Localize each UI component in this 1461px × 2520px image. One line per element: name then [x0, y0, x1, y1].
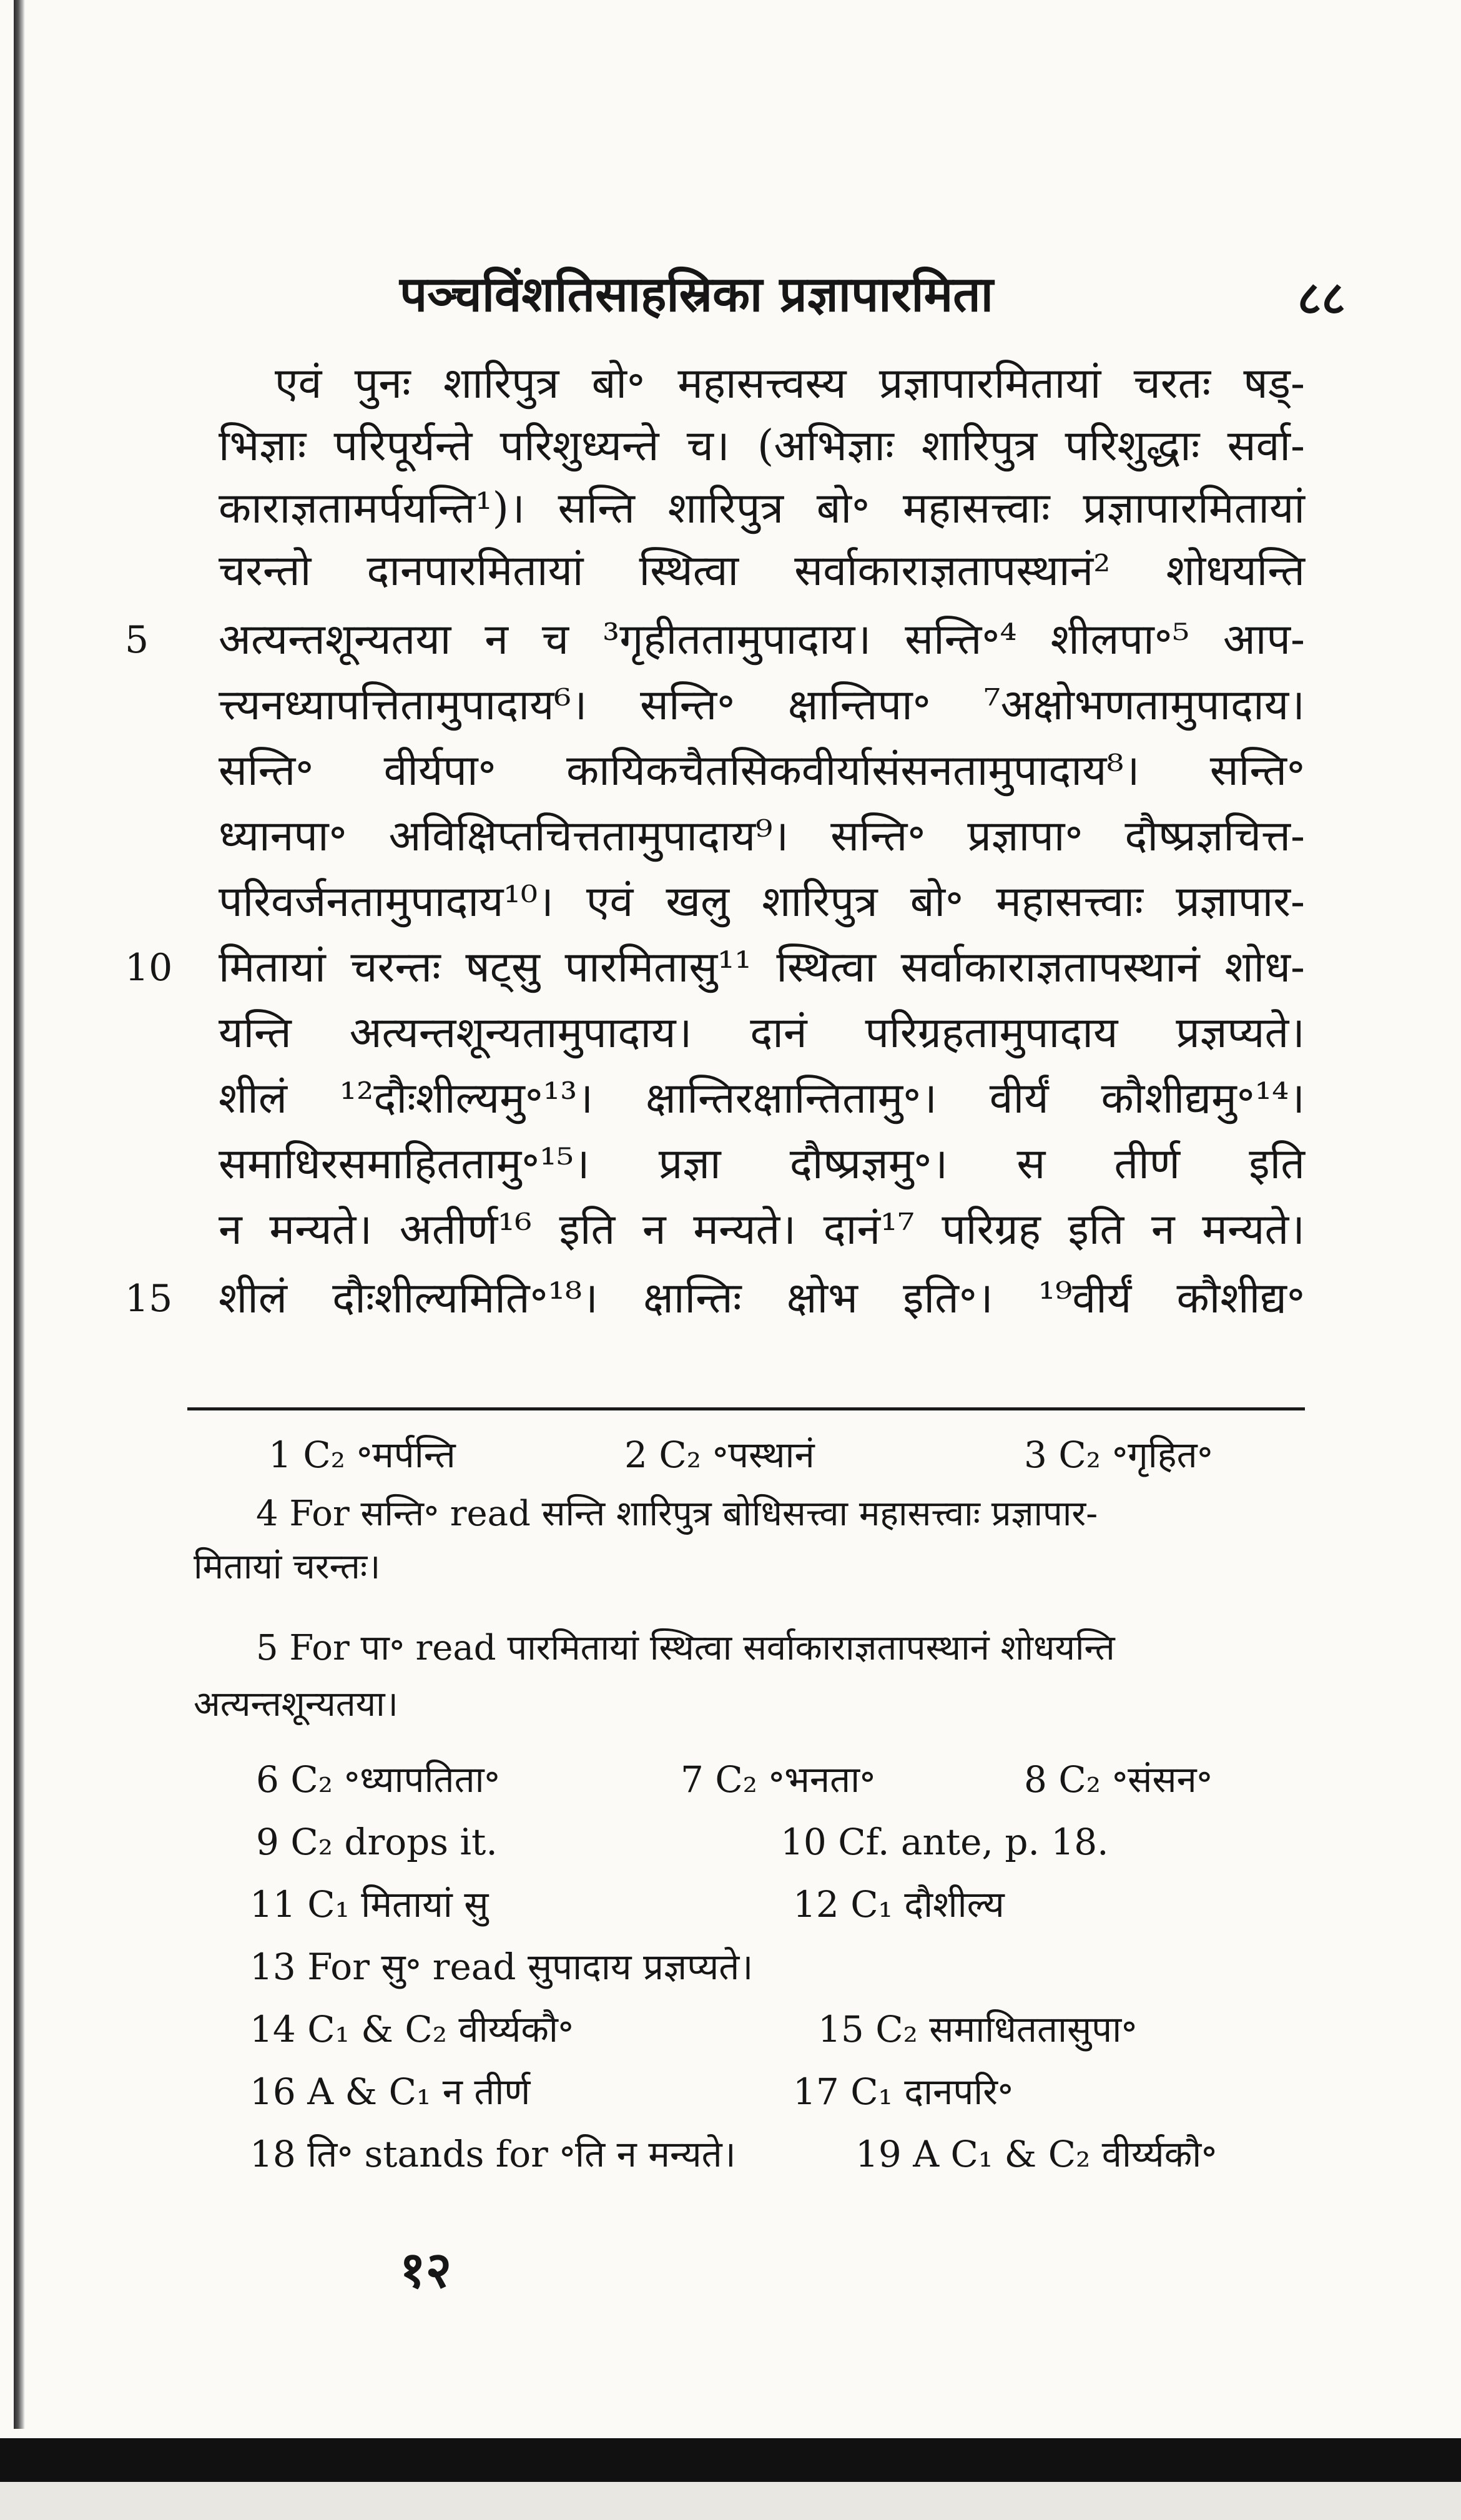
signature-mark: १२	[400, 2240, 452, 2299]
footnote: 16 A & C₁ न तीर्ण	[250, 2070, 531, 2113]
footnote: 11 C₁ मितायां सु	[250, 1883, 489, 1926]
footnote: 18 ति॰ stands for ॰ति न मन्यते।	[250, 2133, 736, 2175]
scan-bottom-edge	[0, 2438, 1461, 2482]
footnote: 8 C₂ ॰संसन॰	[1024, 1758, 1213, 1801]
footnote: 15 C₂ समाधिततासुपा॰	[818, 2008, 1137, 2050]
footnote: 10 Cf. ante, p. 18.	[780, 1821, 1109, 1863]
footnote: 2 C₂ ॰पस्थानं	[624, 1434, 815, 1476]
text-line: एवं पुनः शारिपुत्र बो॰ महासत्त्वस्य प्रज्ञापारमितायां चरतः षड्-	[275, 359, 1305, 408]
line-number: 10	[125, 946, 173, 990]
text-line: शीलं ¹²दौःशील्यमु॰¹³। क्षान्तिरक्षान्तितामु॰। वीर्यं कौशीद्यमु॰¹⁴।	[219, 1074, 1305, 1123]
footnote: 9 C₂ drops it.	[256, 1821, 498, 1863]
text-line: यन्ति अत्यन्तशून्यतामुपादाय। दानं परिग्रहतामुपादाय प्रज्ञप्यते।	[219, 1008, 1305, 1058]
text-line: भिज्ञाः परिपूर्यन्ते परिशुध्यन्ते च। (अभिज्ञाः शारिपुत्र परिशुद्धाः सर्वा-	[219, 421, 1305, 471]
text-line: सन्ति॰ वीर्यपा॰ कायिकचैतसिकवीर्यासंसनतामुपादाय⁸। सन्ति॰	[219, 746, 1305, 795]
footnote: 12 C₁ दौशील्य	[793, 1883, 1005, 1926]
text-line: परिवर्जनतामुपादाय¹⁰। एवं खलु शारिपुत्र बो॰ महासत्त्वाः प्रज्ञापार-	[219, 877, 1305, 927]
text-line: शीलं दौःशील्यमिति॰¹⁸। क्षान्तिः क्षोभ इति॰। ¹⁹वीर्यं कौशीद्य॰	[219, 1274, 1305, 1323]
footnote: मितायां चरन्तः।	[194, 1547, 381, 1587]
footnote: 6 C₂ ॰ध्यापतिता॰	[256, 1758, 500, 1801]
footnote: 1 C₂ ॰मर्पन्ति	[268, 1434, 456, 1476]
text-line: काराज्ञतामर्पयन्ति¹)। सन्ति शारिपुत्र बो॰ महासत्त्वाः प्रज्ञापारमितायां	[219, 484, 1305, 533]
footnote-divider	[187, 1407, 1305, 1410]
page-title: पञ्चविंशतिसाहस्रिका प्रज्ञापारमिता	[400, 266, 993, 323]
footnote: 19 A C₁ & C₂ वीर्य्यकौ॰	[855, 2133, 1217, 2175]
text-line: न मन्यते। अतीर्ण¹⁶ इति न मन्यते। दानं¹⁷ परिग्रह इति न मन्यते।	[219, 1205, 1305, 1254]
text-line: समाधिरसमाहिततामु॰¹⁵। प्रज्ञा दौष्प्रज्ञमु॰। स तीर्ण इति	[219, 1139, 1305, 1189]
text-line: चरन्तो दानपारमितायां स्थित्वा सर्वाकाराज्ञतापस्थानं² शोधयन्ति	[219, 546, 1305, 596]
text-line: ध्यानपा॰ अविक्षिप्तचित्ततामुपादाय⁹। सन्ति॰ प्रज्ञापा॰ दौष्प्रज्ञचित्त-	[219, 812, 1305, 861]
footnote: 17 C₁ दानपरि॰	[793, 2070, 1013, 2113]
text-line: त्त्यनध्यापत्तितामुपादाय⁶। सन्ति॰ क्षान्तिपा॰ ⁷अक्षोभणतामुपादाय।	[219, 681, 1305, 730]
footnote: 5 For पा॰ read पारमितायां स्थित्वा सर्वाकाराज्ञतापस्थानं शोधयन्ति	[256, 1628, 1115, 1668]
scan-bottom-shade	[0, 2482, 1461, 2520]
footnote: 7 C₂ ॰भनता॰	[681, 1758, 875, 1801]
text-line: अत्यन्तशून्यतया न च ³गृहीततामुपादाय। सन्ति॰⁴ शीलपा॰⁵ आप-	[219, 615, 1305, 664]
text-line: मितायां चरन्तः षट्सु पारमितासु¹¹ स्थित्वा सर्वाकाराज्ञतापस्थानं शोध-	[219, 943, 1305, 992]
line-number: 15	[125, 1277, 173, 1321]
footnote: 4 For सन्ति॰ read सन्ति शारिपुत्र बोधिसत्त्वा महासत्त्वाः प्रज्ञापार-	[256, 1494, 1098, 1534]
line-number: 5	[125, 618, 149, 662]
footnote: अत्यन्तशून्यतया।	[194, 1684, 398, 1725]
page-number: ८८	[1297, 272, 1345, 325]
footnote: 14 C₁ & C₂ वीर्य्यकौ॰	[250, 2008, 574, 2050]
footnote: 3 C₂ ॰गृहित॰	[1024, 1434, 1213, 1476]
footnote: 13 For सु॰ read सुपादाय प्रज्ञप्यते।	[250, 1946, 754, 1988]
scan-left-edge	[14, 0, 25, 2429]
